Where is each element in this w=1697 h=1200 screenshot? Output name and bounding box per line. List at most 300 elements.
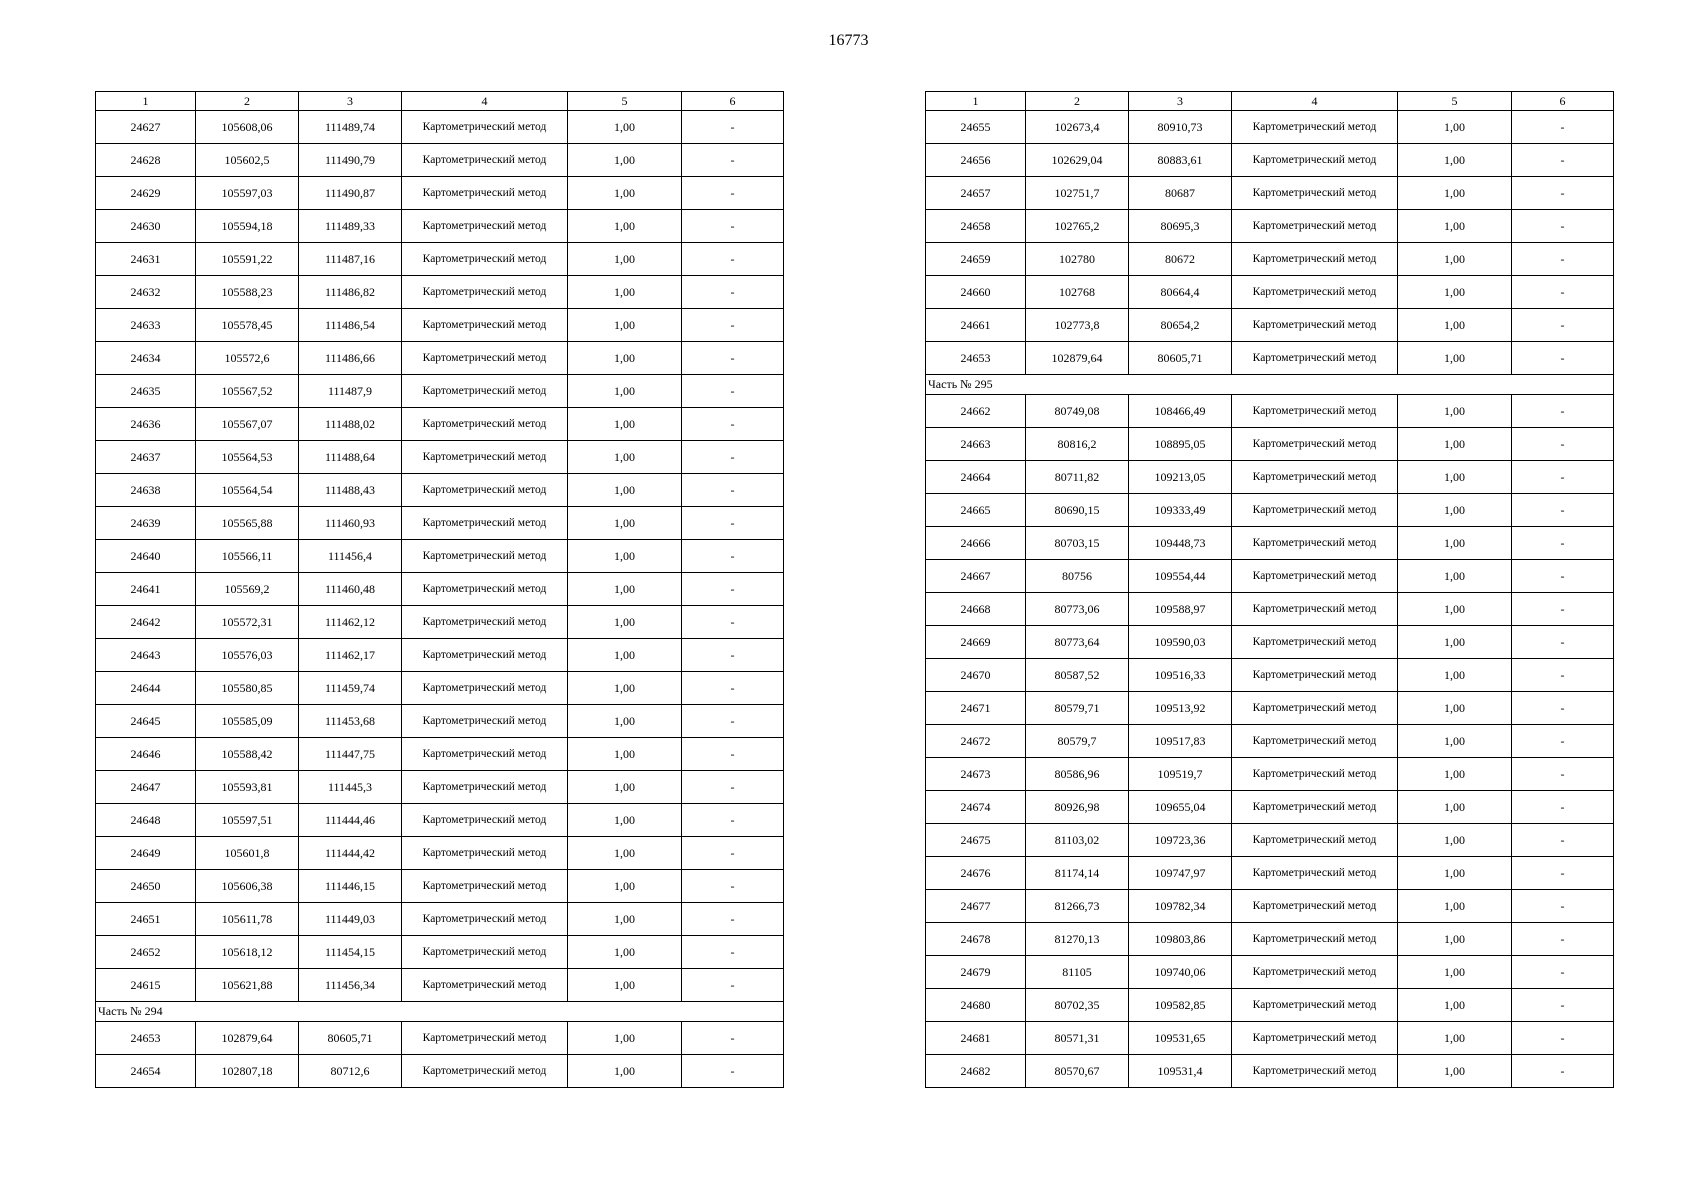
- table-row: [96, 276, 784, 309]
- description-cell: -: [1512, 276, 1614, 309]
- accuracy-cell: 1,00: [568, 672, 682, 705]
- x-coordinate-cell: 105569,2: [196, 573, 299, 606]
- table-row: [96, 771, 784, 804]
- description-cell: -: [682, 408, 784, 441]
- point-number-cell: 24645: [96, 705, 196, 738]
- point-number-cell: 24656: [926, 144, 1026, 177]
- description-cell: -: [682, 177, 784, 210]
- point-number-cell: 24636: [96, 408, 196, 441]
- table-row: [926, 395, 1614, 428]
- x-coordinate-cell: 105621,88: [196, 969, 299, 1002]
- method-cell: Картометрический метод: [402, 309, 568, 342]
- accuracy-cell: 1,00: [1398, 758, 1512, 791]
- description-cell: -: [1512, 177, 1614, 210]
- method-cell: Картометрический метод: [1232, 791, 1398, 824]
- accuracy-cell: 1,00: [568, 1022, 682, 1055]
- x-coordinate-cell: 105594,18: [196, 210, 299, 243]
- method-cell: Картометрический метод: [1232, 626, 1398, 659]
- accuracy-cell: 1,00: [568, 870, 682, 903]
- accuracy-cell: 1,00: [568, 276, 682, 309]
- y-coordinate-cell: 109448,73: [1129, 527, 1232, 560]
- method-cell: Картометрический метод: [402, 375, 568, 408]
- x-coordinate-cell: 105576,03: [196, 639, 299, 672]
- method-cell: Картометрический метод: [402, 111, 568, 144]
- y-coordinate-cell: 109554,44: [1129, 560, 1232, 593]
- x-coordinate-cell: 80690,15: [1026, 494, 1129, 527]
- point-number-cell: 24680: [926, 989, 1026, 1022]
- table-row: [926, 692, 1614, 725]
- accuracy-cell: 1,00: [568, 111, 682, 144]
- description-cell: -: [682, 375, 784, 408]
- point-number-cell: 24650: [96, 870, 196, 903]
- method-cell: Картометрический метод: [1232, 1022, 1398, 1055]
- x-coordinate-cell: 105565,88: [196, 507, 299, 540]
- method-cell: Картометрический метод: [1232, 692, 1398, 725]
- point-number-cell: 24675: [926, 824, 1026, 857]
- section-row: [926, 375, 1614, 395]
- y-coordinate-cell: 109747,97: [1129, 857, 1232, 890]
- description-cell: -: [1512, 243, 1614, 276]
- y-coordinate-cell: 108466,49: [1129, 395, 1232, 428]
- x-coordinate-cell: 102673,4: [1026, 111, 1129, 144]
- y-coordinate-cell: 111486,54: [299, 309, 402, 342]
- y-coordinate-cell: 109516,33: [1129, 659, 1232, 692]
- method-cell: Картометрический метод: [1232, 593, 1398, 626]
- x-coordinate-cell: 80579,71: [1026, 692, 1129, 725]
- point-number-cell: 24674: [926, 791, 1026, 824]
- point-number-cell: 24661: [926, 309, 1026, 342]
- description-cell: -: [1512, 890, 1614, 923]
- table-row: [926, 177, 1614, 210]
- description-cell: -: [1512, 210, 1614, 243]
- accuracy-cell: 1,00: [1398, 428, 1512, 461]
- method-cell: Картометрический метод: [402, 540, 568, 573]
- x-coordinate-cell: 105564,53: [196, 441, 299, 474]
- description-cell: -: [1512, 791, 1614, 824]
- column-header: 6: [1512, 92, 1614, 111]
- y-coordinate-cell: 109590,03: [1129, 626, 1232, 659]
- x-coordinate-cell: 105597,51: [196, 804, 299, 837]
- table-row: [96, 705, 784, 738]
- table-body-left: [96, 111, 784, 1088]
- description-cell: -: [682, 672, 784, 705]
- method-cell: Картометрический метод: [402, 177, 568, 210]
- y-coordinate-cell: 109531,4: [1129, 1055, 1232, 1088]
- page-number: 16773: [828, 32, 869, 49]
- x-coordinate-cell: 81105: [1026, 956, 1129, 989]
- table-row: [96, 870, 784, 903]
- y-coordinate-cell: 111444,46: [299, 804, 402, 837]
- description-cell: -: [1512, 1022, 1614, 1055]
- method-cell: Картометрический метод: [1232, 1055, 1398, 1088]
- y-coordinate-cell: 111486,66: [299, 342, 402, 375]
- method-cell: Картометрический метод: [1232, 890, 1398, 923]
- coordinates-table-right: [925, 91, 1614, 1088]
- accuracy-cell: 1,00: [1398, 243, 1512, 276]
- table-row: [926, 1055, 1614, 1088]
- point-number-cell: 24648: [96, 804, 196, 837]
- accuracy-cell: 1,00: [1398, 824, 1512, 857]
- method-cell: Картометрический метод: [402, 507, 568, 540]
- point-number-cell: 24655: [926, 111, 1026, 144]
- point-number-cell: 24668: [926, 593, 1026, 626]
- x-coordinate-cell: 102879,64: [1026, 342, 1129, 375]
- description-cell: -: [682, 870, 784, 903]
- method-cell: Картометрический метод: [402, 342, 568, 375]
- accuracy-cell: 1,00: [1398, 276, 1512, 309]
- description-cell: -: [1512, 342, 1614, 375]
- table-row: [926, 144, 1614, 177]
- description-cell: -: [1512, 857, 1614, 890]
- accuracy-cell: 1,00: [568, 441, 682, 474]
- point-number-cell: 24652: [96, 936, 196, 969]
- method-cell: Картометрический метод: [1232, 144, 1398, 177]
- point-number-cell: 24666: [926, 527, 1026, 560]
- column-header: 6: [682, 92, 784, 111]
- x-coordinate-cell: 105567,07: [196, 408, 299, 441]
- y-coordinate-cell: 111456,34: [299, 969, 402, 1002]
- table-row: [96, 837, 784, 870]
- table-row: [96, 606, 784, 639]
- method-cell: Картометрический метод: [1232, 210, 1398, 243]
- accuracy-cell: 1,00: [1398, 626, 1512, 659]
- table-row: [96, 375, 784, 408]
- table-row: [96, 672, 784, 705]
- y-coordinate-cell: 111453,68: [299, 705, 402, 738]
- accuracy-cell: 1,00: [568, 1055, 682, 1088]
- x-coordinate-cell: 80773,64: [1026, 626, 1129, 659]
- section-label: Часть № 295: [926, 375, 1614, 395]
- accuracy-cell: 1,00: [568, 606, 682, 639]
- method-cell: Картометрический метод: [402, 936, 568, 969]
- y-coordinate-cell: 109333,49: [1129, 494, 1232, 527]
- description-cell: -: [682, 276, 784, 309]
- accuracy-cell: 1,00: [568, 474, 682, 507]
- table-row: [926, 923, 1614, 956]
- y-coordinate-cell: 109582,85: [1129, 989, 1232, 1022]
- table-row: [926, 1022, 1614, 1055]
- point-number-cell: 24664: [926, 461, 1026, 494]
- description-cell: -: [682, 342, 784, 375]
- method-cell: Картометрический метод: [1232, 428, 1398, 461]
- table-row: [926, 243, 1614, 276]
- x-coordinate-cell: 81174,14: [1026, 857, 1129, 890]
- x-coordinate-cell: 80571,31: [1026, 1022, 1129, 1055]
- description-cell: -: [682, 606, 784, 639]
- accuracy-cell: 1,00: [1398, 494, 1512, 527]
- description-cell: -: [1512, 758, 1614, 791]
- y-coordinate-cell: 111489,33: [299, 210, 402, 243]
- point-number-cell: 24679: [926, 956, 1026, 989]
- method-cell: Картометрический метод: [1232, 461, 1398, 494]
- method-cell: Картометрический метод: [402, 441, 568, 474]
- table-row: [926, 309, 1614, 342]
- table-row: [96, 1022, 784, 1055]
- point-number-cell: 24663: [926, 428, 1026, 461]
- y-coordinate-cell: 80672: [1129, 243, 1232, 276]
- y-coordinate-cell: 111462,17: [299, 639, 402, 672]
- method-cell: Картометрический метод: [1232, 243, 1398, 276]
- method-cell: Картометрический метод: [402, 1022, 568, 1055]
- description-cell: -: [1512, 1055, 1614, 1088]
- method-cell: Картометрический метод: [402, 639, 568, 672]
- method-cell: Картометрический метод: [1232, 758, 1398, 791]
- x-coordinate-cell: 80773,06: [1026, 593, 1129, 626]
- y-coordinate-cell: 111487,16: [299, 243, 402, 276]
- accuracy-cell: 1,00: [568, 771, 682, 804]
- x-coordinate-cell: 105572,31: [196, 606, 299, 639]
- accuracy-cell: 1,00: [1398, 560, 1512, 593]
- method-cell: Картометрический метод: [402, 474, 568, 507]
- point-number-cell: 24627: [96, 111, 196, 144]
- description-cell: -: [682, 1022, 784, 1055]
- x-coordinate-cell: 102765,2: [1026, 210, 1129, 243]
- description-cell: -: [682, 111, 784, 144]
- accuracy-cell: 1,00: [1398, 593, 1512, 626]
- table-body-right: [926, 111, 1614, 1088]
- accuracy-cell: 1,00: [1398, 309, 1512, 342]
- accuracy-cell: 1,00: [1398, 111, 1512, 144]
- y-coordinate-cell: 109723,36: [1129, 824, 1232, 857]
- y-coordinate-cell: 111454,15: [299, 936, 402, 969]
- x-coordinate-cell: 105572,6: [196, 342, 299, 375]
- accuracy-cell: 1,00: [1398, 1022, 1512, 1055]
- x-coordinate-cell: 105606,38: [196, 870, 299, 903]
- description-cell: -: [682, 1055, 784, 1088]
- y-coordinate-cell: 111447,75: [299, 738, 402, 771]
- description-cell: -: [1512, 626, 1614, 659]
- column-header: 4: [402, 92, 568, 111]
- table-row: [96, 210, 784, 243]
- y-coordinate-cell: 111486,82: [299, 276, 402, 309]
- section-label: Часть № 294: [96, 1002, 784, 1022]
- point-number-cell: 24654: [96, 1055, 196, 1088]
- method-cell: Картометрический метод: [1232, 395, 1398, 428]
- point-number-cell: 24633: [96, 309, 196, 342]
- description-cell: -: [1512, 989, 1614, 1022]
- table-row: [96, 804, 784, 837]
- method-cell: Картометрический метод: [402, 408, 568, 441]
- accuracy-cell: 1,00: [1398, 956, 1512, 989]
- point-number-cell: 24667: [926, 560, 1026, 593]
- x-coordinate-cell: 80587,52: [1026, 659, 1129, 692]
- y-coordinate-cell: 109588,97: [1129, 593, 1232, 626]
- method-cell: Картометрический метод: [1232, 923, 1398, 956]
- method-cell: Картометрический метод: [402, 573, 568, 606]
- method-cell: Картометрический метод: [402, 1055, 568, 1088]
- point-number-cell: 24632: [96, 276, 196, 309]
- table-row: [96, 309, 784, 342]
- x-coordinate-cell: 80570,67: [1026, 1055, 1129, 1088]
- x-coordinate-cell: 105611,78: [196, 903, 299, 936]
- description-cell: -: [682, 738, 784, 771]
- column-header: 1: [96, 92, 196, 111]
- x-coordinate-cell: 105608,06: [196, 111, 299, 144]
- point-number-cell: 24662: [926, 395, 1026, 428]
- description-cell: -: [682, 903, 784, 936]
- table-row: [926, 956, 1614, 989]
- point-number-cell: 24628: [96, 144, 196, 177]
- y-coordinate-cell: 80654,2: [1129, 309, 1232, 342]
- method-cell: Картометрический метод: [1232, 989, 1398, 1022]
- accuracy-cell: 1,00: [1398, 989, 1512, 1022]
- description-cell: -: [1512, 428, 1614, 461]
- description-cell: -: [1512, 923, 1614, 956]
- description-cell: -: [682, 771, 784, 804]
- y-coordinate-cell: 111462,12: [299, 606, 402, 639]
- point-number-cell: 24631: [96, 243, 196, 276]
- table-row: [96, 441, 784, 474]
- accuracy-cell: 1,00: [568, 738, 682, 771]
- method-cell: Картометрический метод: [1232, 276, 1398, 309]
- y-coordinate-cell: 111449,03: [299, 903, 402, 936]
- x-coordinate-cell: 102879,64: [196, 1022, 299, 1055]
- method-cell: Картометрический метод: [402, 870, 568, 903]
- x-coordinate-cell: 102773,8: [1026, 309, 1129, 342]
- column-header: 3: [299, 92, 402, 111]
- column-header: 2: [196, 92, 299, 111]
- description-cell: -: [682, 969, 784, 1002]
- table-row: [926, 725, 1614, 758]
- y-coordinate-cell: 109519,7: [1129, 758, 1232, 791]
- column-header: 5: [1398, 92, 1512, 111]
- table-row: [96, 573, 784, 606]
- x-coordinate-cell: 105580,85: [196, 672, 299, 705]
- y-coordinate-cell: 80695,3: [1129, 210, 1232, 243]
- table-row: [96, 111, 784, 144]
- table-row: [96, 507, 784, 540]
- description-cell: -: [682, 243, 784, 276]
- table-row: [926, 791, 1614, 824]
- description-cell: -: [682, 936, 784, 969]
- table-row: [926, 626, 1614, 659]
- y-coordinate-cell: 109213,05: [1129, 461, 1232, 494]
- description-cell: -: [1512, 395, 1614, 428]
- y-coordinate-cell: 109803,86: [1129, 923, 1232, 956]
- table-row: [926, 494, 1614, 527]
- point-number-cell: 24660: [926, 276, 1026, 309]
- accuracy-cell: 1,00: [1398, 857, 1512, 890]
- point-number-cell: 24649: [96, 837, 196, 870]
- point-number-cell: 24638: [96, 474, 196, 507]
- description-cell: -: [682, 309, 784, 342]
- point-number-cell: 24665: [926, 494, 1026, 527]
- y-coordinate-cell: 109513,92: [1129, 692, 1232, 725]
- table-row: [926, 560, 1614, 593]
- method-cell: Картометрический метод: [1232, 659, 1398, 692]
- y-coordinate-cell: 80910,73: [1129, 111, 1232, 144]
- point-number-cell: 24630: [96, 210, 196, 243]
- point-number-cell: 24659: [926, 243, 1026, 276]
- accuracy-cell: 1,00: [568, 573, 682, 606]
- column-header: 5: [568, 92, 682, 111]
- point-number-cell: 24682: [926, 1055, 1026, 1088]
- accuracy-cell: 1,00: [568, 243, 682, 276]
- point-number-cell: 24653: [96, 1022, 196, 1055]
- table-row: [926, 758, 1614, 791]
- accuracy-cell: 1,00: [568, 507, 682, 540]
- table-row: [926, 527, 1614, 560]
- table-row: [96, 969, 784, 1002]
- table-row: [96, 474, 784, 507]
- section-row: [96, 1002, 784, 1022]
- description-cell: -: [1512, 527, 1614, 560]
- method-cell: Картометрический метод: [402, 738, 568, 771]
- y-coordinate-cell: 111490,87: [299, 177, 402, 210]
- x-coordinate-cell: 105566,11: [196, 540, 299, 573]
- x-coordinate-cell: 80579,7: [1026, 725, 1129, 758]
- description-cell: -: [1512, 560, 1614, 593]
- accuracy-cell: 1,00: [1398, 342, 1512, 375]
- method-cell: Картометрический метод: [402, 903, 568, 936]
- y-coordinate-cell: 80605,71: [1129, 342, 1232, 375]
- method-cell: Картометрический метод: [1232, 824, 1398, 857]
- accuracy-cell: 1,00: [568, 210, 682, 243]
- point-number-cell: 24672: [926, 725, 1026, 758]
- point-number-cell: 24677: [926, 890, 1026, 923]
- y-coordinate-cell: 108895,05: [1129, 428, 1232, 461]
- method-cell: Картометрический метод: [1232, 527, 1398, 560]
- accuracy-cell: 1,00: [568, 540, 682, 573]
- accuracy-cell: 1,00: [568, 309, 682, 342]
- method-cell: Картометрический метод: [402, 771, 568, 804]
- y-coordinate-cell: 111446,15: [299, 870, 402, 903]
- table-row: [926, 989, 1614, 1022]
- y-coordinate-cell: 109782,34: [1129, 890, 1232, 923]
- column-header: 2: [1026, 92, 1129, 111]
- y-coordinate-cell: 111488,02: [299, 408, 402, 441]
- point-number-cell: 24646: [96, 738, 196, 771]
- x-coordinate-cell: 105578,45: [196, 309, 299, 342]
- y-coordinate-cell: 80883,61: [1129, 144, 1232, 177]
- x-coordinate-cell: 80711,82: [1026, 461, 1129, 494]
- accuracy-cell: 1,00: [1398, 527, 1512, 560]
- method-cell: Картометрический метод: [402, 672, 568, 705]
- description-cell: -: [682, 474, 784, 507]
- accuracy-cell: 1,00: [568, 936, 682, 969]
- x-coordinate-cell: 105602,5: [196, 144, 299, 177]
- accuracy-cell: 1,00: [568, 903, 682, 936]
- accuracy-cell: 1,00: [568, 639, 682, 672]
- x-coordinate-cell: 102629,04: [1026, 144, 1129, 177]
- point-number-cell: 24681: [926, 1022, 1026, 1055]
- table-header-row: [96, 92, 784, 111]
- x-coordinate-cell: 80586,96: [1026, 758, 1129, 791]
- description-cell: -: [1512, 144, 1614, 177]
- description-cell: -: [682, 507, 784, 540]
- point-number-cell: 24669: [926, 626, 1026, 659]
- method-cell: Картометрический метод: [402, 210, 568, 243]
- point-number-cell: 24651: [96, 903, 196, 936]
- point-number-cell: 24671: [926, 692, 1026, 725]
- point-number-cell: 24670: [926, 659, 1026, 692]
- point-number-cell: 24637: [96, 441, 196, 474]
- description-cell: -: [682, 540, 784, 573]
- table-row: [96, 243, 784, 276]
- description-cell: -: [682, 639, 784, 672]
- x-coordinate-cell: 81270,13: [1026, 923, 1129, 956]
- x-coordinate-cell: 105593,81: [196, 771, 299, 804]
- method-cell: Картометрический метод: [1232, 956, 1398, 989]
- method-cell: Картометрический метод: [1232, 725, 1398, 758]
- table-row: [96, 738, 784, 771]
- table-row: [926, 342, 1614, 375]
- description-cell: -: [682, 837, 784, 870]
- y-coordinate-cell: 111444,42: [299, 837, 402, 870]
- description-cell: -: [682, 804, 784, 837]
- x-coordinate-cell: 105585,09: [196, 705, 299, 738]
- y-coordinate-cell: 111487,9: [299, 375, 402, 408]
